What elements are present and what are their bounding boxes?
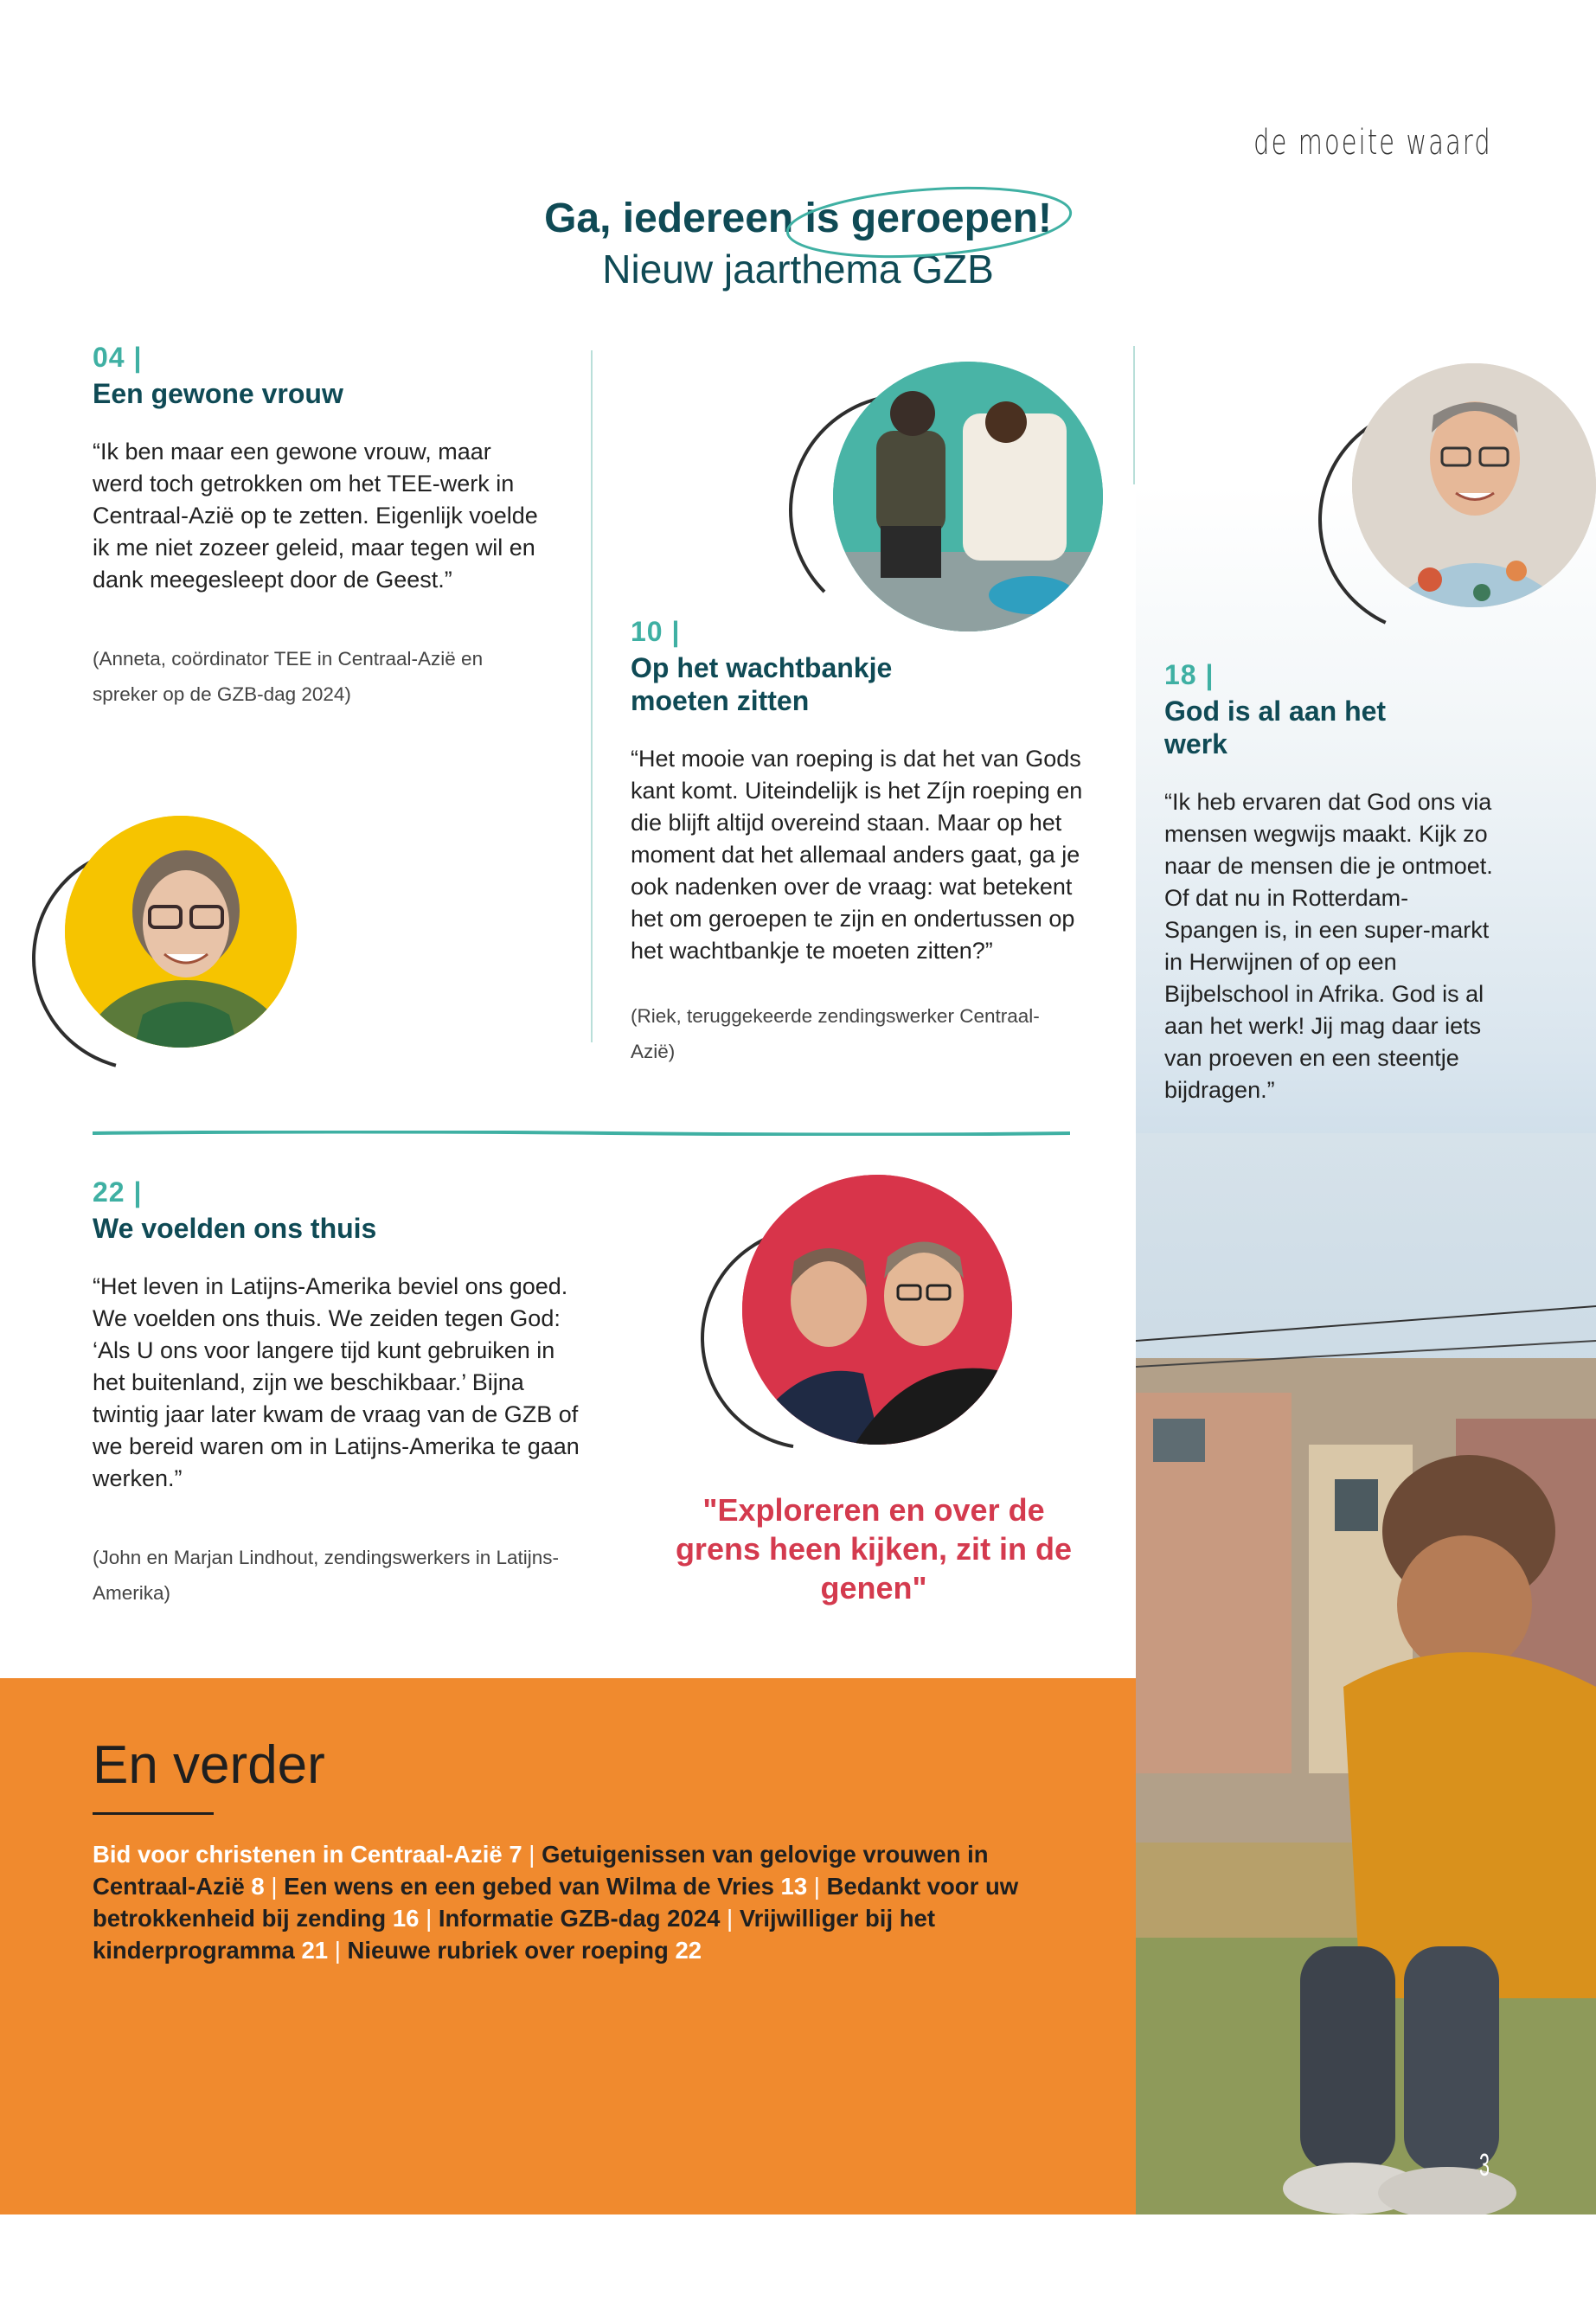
more-item-label: Vrijwilliger bij het kinderprogramma [93,1905,935,1964]
article-quote: “Het mooie van roeping is dat het van Gods kant komt. Uiteindelijk is het Zíjn roeping en die blijft altijd overeind staan. Maar op het moment dat het allemaal anders gaat, ga je ook nadenken over de vraag: wat betekent het om geroepen te zijn en ondertussen op het wachtbankje te moeten zitten?” [631,746,1083,964]
article-attribution: (Riek, teruggekeerde zendingswerker Centraal-Azië) [631,1005,1040,1062]
photo-riek-illustration [833,362,1103,631]
article-attribution: (John en Marjan Lindhout, zendingswerkers in Latijns-Amerika) [93,1547,560,1604]
article-22 [93,1176,586,1611]
photo-riek [833,362,1103,631]
page-title-block [0,195,1596,292]
page-number: 3 [1479,2147,1490,2182]
photo-child-illustration [1136,1133,1596,2214]
more-item-separator: | [522,1841,542,1868]
title-highlight-ellipse [782,183,1076,262]
portrait-anneta [65,816,297,1048]
article-heading: Een gewone vrouw [93,378,343,409]
article-quote: “Het leven in Latijns-Amerika beviel ons goed. We voelden ons thuis. We zeiden tegen God: ‘Als U ons voor langere tijd kunt gebruiken in het buitenland, zijn we beschikbaar.’ Bijna twintig jaar later kwam de vraag van de GZB of we bereid waren om in Latijns-Amerika te gaan werken.” [93,1273,580,1491]
article-number: 04 | [93,342,143,373]
more-item-separator: | [264,1873,285,1900]
more-item-page: 13 [780,1873,808,1900]
more-item-separator: | [720,1905,740,1932]
photo-lindhout-illustration [742,1175,1012,1445]
more-item-page: 16 [392,1905,420,1932]
article-number: 10 | [631,616,681,647]
article-number: 18 | [1164,659,1215,690]
more-section-title: En verder [93,1735,325,1795]
more-item-page: 21 [301,1937,329,1964]
pull-quote: "Exploreren en over de grens heen kijken, zit in de genen" [675,1492,1073,1606]
more-item-label: Bid voor christenen in Centraal-Azië [93,1841,503,1868]
page-title: Ga, iedereen is geroepen! [544,195,1052,242]
more-item-label: Bedankt voor uw betrokkenheid bij zending [93,1873,1019,1932]
more-item-page: 8 [251,1873,265,1900]
more-item-separator: | [419,1905,439,1932]
article-heading: Op het wachtbankje moeten zitten [631,652,893,716]
more-item-separator: | [807,1873,827,1900]
more-section-list [93,1838,1096,1966]
photo-child [1136,1133,1596,2214]
column-divider [1133,346,1135,484]
more-section-rule [93,1812,214,1815]
column-divider [591,350,593,1042]
article-10 [631,616,1115,1069]
running-head: de moeite waard [1253,123,1492,163]
article-attribution: (Anneta, coördinator TEE in Centraal-Azië en spreker op de GZB-dag 2024) [93,648,484,705]
more-item-page: 7 [509,1841,522,1868]
more-item-page: 22 [675,1937,702,1964]
section-divider [93,1131,1070,1136]
article-heading: We voelden ons thuis [93,1213,377,1244]
photo-lindhout [742,1175,1012,1445]
article-number: 22 | [93,1176,143,1208]
portrait-anneta-illustration [65,816,297,1048]
more-item-separator: | [328,1937,348,1964]
more-item-label: Een wens en een gebed van Wilma de Vries [284,1873,774,1900]
article-quote: “Ik ben maar een gewone vrouw, maar werd toch getrokken om het TEE-werk in Centraal-Azië op te zetten. Eigenlijk voelde ik me niet zozeer geleid, maar tegen wil en dank meegesleept door de Geest.” [93,439,538,593]
more-item-label: Nieuwe rubriek over roeping [347,1937,669,1964]
article-heading: God is al aan het werk [1164,695,1387,760]
more-item-label: Getuigenissen van gelovige vrouwen in Centraal-Azië [93,1841,989,1900]
page-subtitle: Nieuw jaarthema GZB [602,247,994,292]
portrait-thijs [1352,363,1596,607]
portrait-thijs-illustration [1352,363,1596,607]
more-item-label: Informatie GZB-dag 2024 [438,1905,721,1932]
article-04 [93,342,551,712]
article-quote: “Ik heb ervaren dat God ons via mensen wegwijs maakt. Kijk zo naar de mensen die je ontmoet. Of dat nu in Rotterdam-Spangen is, in een super-markt in Herwijnen of op een Bijbelschool in Afrika. God is al aan het werk! Jij mag daar iets van proeven en een steentje bijdragen.” [1164,789,1493,1103]
